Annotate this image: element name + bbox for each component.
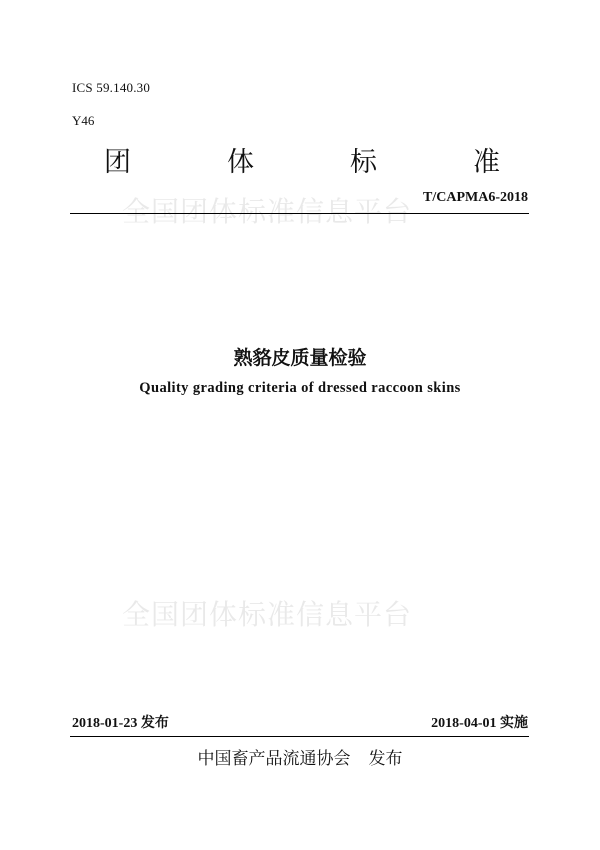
- bottom-divider: [70, 736, 529, 737]
- classification-code: Y46: [72, 113, 95, 128]
- issue-date: 2018-01-23 发布: [72, 716, 169, 731]
- standard-type-char: 体: [227, 147, 254, 178]
- standard-type-char: 标: [350, 147, 377, 178]
- publisher-action: 发布: [368, 749, 403, 769]
- ics-code: ICS 59.140.30: [72, 80, 151, 95]
- standard-type-char: 准: [473, 147, 500, 178]
- title-english: Quality grading criteria of dressed raccoon skins: [139, 380, 461, 396]
- watermark-bottom: 全国团体标准信息平台: [122, 598, 413, 631]
- watermark-top: 全国团体标准信息平台: [122, 195, 413, 228]
- publisher-name: 中国畜产品流通协会: [197, 749, 351, 769]
- standard-code: T/CAPMA6-2018: [423, 190, 528, 205]
- top-divider: [70, 213, 529, 214]
- publisher-line: [0, 744, 600, 769]
- title-chinese: 熟貉皮质量检验: [233, 347, 367, 369]
- implementation-date: 2018-04-01 实施: [431, 716, 528, 731]
- standard-type-char: 团: [104, 147, 131, 178]
- standard-type-heading: [104, 140, 500, 179]
